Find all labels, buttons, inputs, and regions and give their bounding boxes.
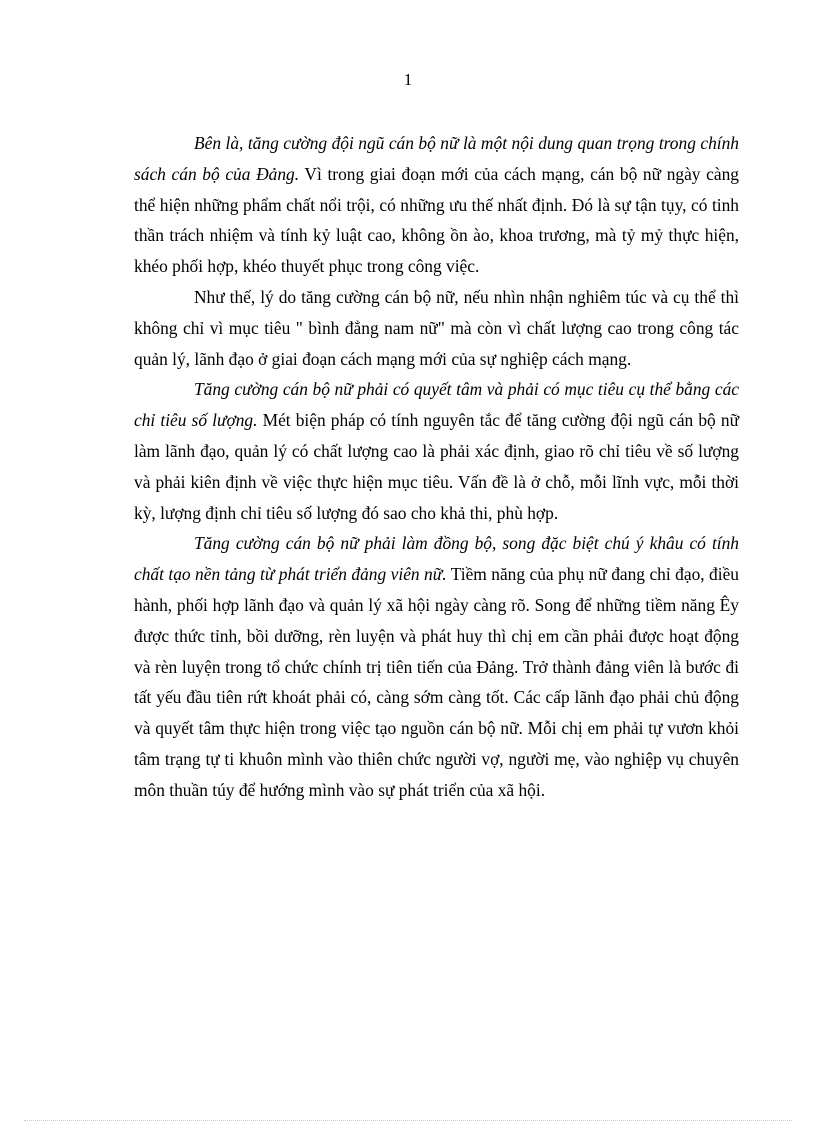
paragraph-3-lead: Tăng cường cán bộ nữ phải có quyết tâm và phải có mục tiêu cụ thể bằng các chỉ tiêu số lượng. <box>134 379 739 431</box>
paragraph-2 <box>134 282 739 374</box>
paragraph-4 <box>134 528 739 805</box>
paragraph-1-lead: Bên là, tăng cường đội ngũ cán bộ nữ là một nội dung quan trọng trong chính sách cán bộ của Đảng. <box>134 133 739 184</box>
paragraph-1 <box>134 128 739 282</box>
paragraph-1-text: Vì trong giai đoạn mới của cách mạng, cán bộ nữ ngày càng thể hiện những phẩm chất nổi trội, có những ưu thế nhất định. Đó là sự tận tụy, có tinh thần trách nhiệm và tính kỷ luật cao, không ồn ào, khoa trương, mà tỷ mỷ thực hiện, khéo phối hợp, khéo thuyết phục trong công việc. <box>134 163 739 277</box>
paragraph-2-text: Như thế, lý do tăng cường cán bộ nữ, nếu nhìn nhận nghiêm túc và cụ thể thì không chỉ vì mục tiêu " bình đẳng nam nữ" mà còn vì chất lượng cao trong công tác quản lý, lãnh đạo ở giai đoạn cách mạng mới của sự nghiệp cách mạng. <box>134 286 739 369</box>
paragraph-4-lead: Tăng cường cán bộ nữ phải làm đồng bộ, song đặc biệt chú ý khâu có tính chất tạo nền tảng từ phát triển đảng viên nữ. <box>134 533 739 585</box>
document-body <box>134 128 739 806</box>
page-bottom-divider <box>24 1120 792 1121</box>
paragraph-4-text: Tiềm năng của phụ nữ đang chỉ đạo, điều hành, phối hợp lãnh đạo và quản lý xã hội ngày càng rõ. Song để những tiềm năng Êy được thức tỉnh, bồi dưỡng, rèn luyện và phát huy thì chị em cần phải được hoạt động và rèn luyện trong tổ chức chính trị tiên tiến của Đảng. Trở thành đảng viên là bước đi tất yếu đầu tiên rứt khoát phải có, càng sớm càng tốt. Các cấp lãnh đạo phải chủ động và quyết tâm thực hiện trong việc tạo nguồn cán bộ nữ. Mỗi chị em phải tự vươn khỏi tâm trạng tự ti khuôn mình vào thiên chức người vợ, người mẹ, vào nghiệp vụ chuyên môn thuần túy để hướng mình vào sự phát triển của xã hội. <box>134 564 739 800</box>
page-number: 1 <box>403 70 413 89</box>
paragraph-3-text: Mét biện pháp có tính nguyên tắc để tăng cường đội ngũ cán bộ nữ làm lãnh đạo, quản lý có chất lượng cao là phải xác định, giao rõ chỉ tiêu về số lượng và phải kiên định về việc thực hiện mục tiêu. Vấn đề là ở chỗ, mỗi lĩnh vực, mỗi thời kỳ, lượng định chỉ tiêu số lượng đó sao cho khả thi, phù hợp. <box>134 410 739 523</box>
paragraph-3 <box>134 374 739 528</box>
